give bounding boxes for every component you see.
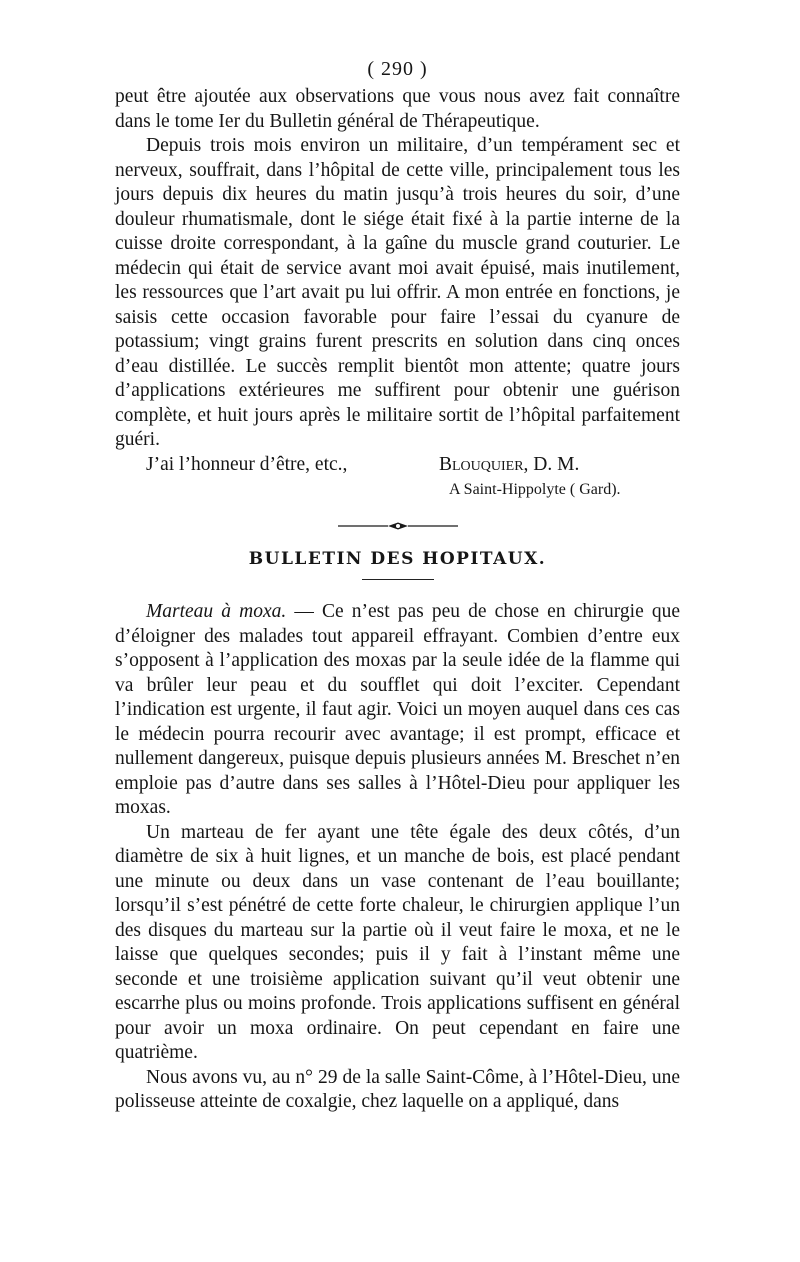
paragraph-letter-body: Depuis trois mois environ un militaire, d’un tempérament sec et nerveux, souffrait, dans l’hôpital de cette ville, principalement tous les jours depuis dix heures du matin jusqu’à trois heures du soir, d’une douleur rhumatismale, dont le siége était fixé à la partie interne de la cuisse droite correspondant, à la gaîne du muscle grand couturier. Le médecin qui était de service avant moi avait épuisé, mais inutilement, les ressources que l’art avait pu lui offrir. A mon entrée en fonctions, je saisis cette occasion favorable pour faire l’essai du cyanure de potassium; vingt grains furent prescrits en solution dans cinq onces d’eau distillée. Le succès remplit bientôt mon attente; quatre jours d’applications extérieures me suffirent pour obtenir une guérison complète, et huit jours après le militaire sortit de l’hôpital parfaitement guéri. — [115, 135, 680, 450]
section-divider-ornament — [338, 521, 458, 531]
article-heading: Marteau à moxa. — [146, 601, 287, 622]
paragraph-case-report: Nous avons vu, au n° 29 de la salle Saint-Côme, à l’Hôtel-Dieu, une polisseuse atteinte de coxalgie, chez laquelle on a appliqué, dans — [115, 1066, 680, 1112]
author-location: A Saint-Hippolyte ( Gard). — [449, 481, 621, 498]
paragraph-moxa-intro-text: — Ce n’est pas peu de chose en chirurgie que d’éloigner des malades tout appareil effrayant. Combien d’entre eux s’opposent à l’application des moxas par la seule idée de la flamme qui va brûler leur peau et du soufflet qui doit l’exciter. Cependant l’indication est urgente, il faut agir. Voici un moyen auquel dans ces cas le médecin pourra recourir avec avantage; il est prompt, efficace et nullement dangereux, puisque depuis plusieurs années M. Breschet n’en emploie pas d’autre dans ses salles à l’Hôtel-Dieu pour appliquer les moxas. — [115, 601, 680, 818]
book-page — [115, 58, 680, 1115]
title-underline — [362, 579, 434, 580]
closing-formula: J’ai l’honneur d’être, etc., — [146, 453, 348, 475]
closing-line — [115, 453, 680, 478]
paragraph-moxa-method: Un marteau de fer ayant une tête égale des deux côtés, d’un diamètre de six à huit lignes, et un manche de bois, est placé pendant une minute ou deux dans un vase contenant de l’eau bouillante; lorsqu’il s’est pénétré de cette forte chaleur, le chirurgien applique l’un des disques du marteau sur la partie où il veut faire le moxa, et ne le laisse que quelques secondes; puis il y fait à l’instant même une seconde et une troisième application suivant qu’il veut obtenir une escarrhe plus ou moins profonde. Trois applications suffisent en général pour avoir un moxa ordinaire. On peut cependant en faire une quatrième. — [115, 821, 680, 1063]
section-title: BULLETIN DES HOPITAUX. — [248, 549, 547, 569]
author-signature: Blouquier, D. M. — [439, 453, 580, 475]
page-number: ( 290 ) — [367, 58, 428, 80]
paragraph-continuation: peut être ajoutée aux observations que vous nous avez fait connaître dans le tome Ier du Bulletin général de Thérapeutique. — [115, 86, 680, 132]
paragraph-moxa-intro — [115, 600, 680, 821]
